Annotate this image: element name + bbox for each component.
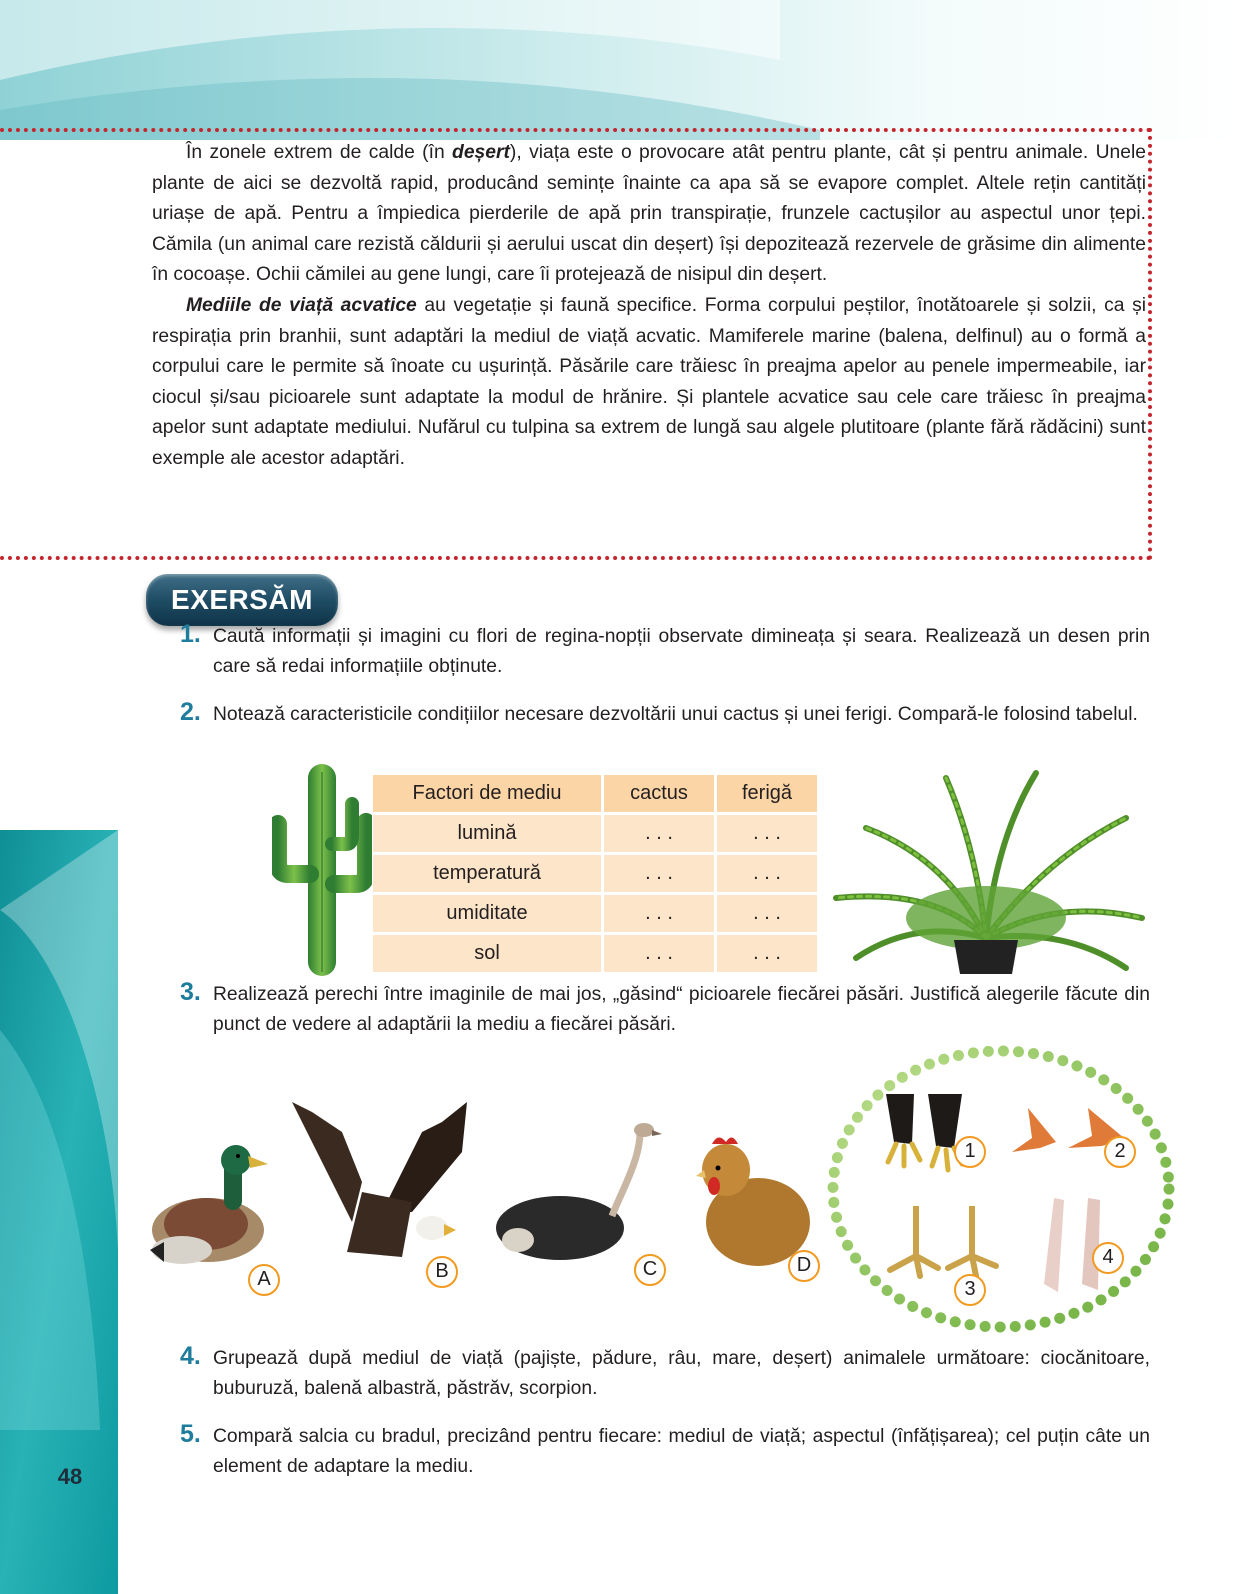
exercise-2 [180, 700, 1150, 730]
table-cell: . . . [717, 815, 817, 852]
table-cell: . . . [717, 935, 817, 972]
hen-feet-icon [880, 1206, 1000, 1282]
feet-label: 2 [1104, 1136, 1136, 1168]
feet-label: 3 [954, 1274, 986, 1306]
paragraph-aquatic: Mediile de viață acvatice au vegetație și faună specifice. Forma corpului peștilor, înotătoarele și solzii, ca și respirația prin branhii, sunt adaptări la mediul de viață acvatic. Mamiferele marine (balena, delfinul) au o formă a corpului care le permite să înoate cu ușurință. Păsările care trăiesc în preajma apelor au penele impermeabile, iar ciocul și/sau picioarele sunt adaptate la modul de hrănire. Și plantele acvatice sau cele care trăiesc în preajma apelor sunt adaptate mediului. Nufărul cu tulpina sa extrem de lungă sau algele plutitoare (plante fără rădăcini) sunt exemple ale acestor adaptări. [152, 294, 1146, 469]
table-row [373, 815, 817, 852]
duck-image [146, 1138, 274, 1272]
exercise-number: 3. [180, 978, 201, 1006]
info-text [152, 138, 1146, 475]
table-cell: . . . [717, 895, 817, 932]
table-cell: temperatură [373, 855, 601, 892]
feet-label: 4 [1092, 1242, 1124, 1274]
table-cell: . . . [604, 815, 714, 852]
exercise-number: 5. [180, 1420, 201, 1448]
table-row [373, 855, 817, 892]
feet-label: 1 [954, 1136, 986, 1168]
hen-image [696, 1130, 816, 1270]
table-header-row [373, 775, 817, 812]
bird-label: C [634, 1254, 666, 1286]
table-cell: . . . [604, 935, 714, 972]
table-cell: . . . [604, 895, 714, 932]
ostrich-image [494, 1120, 664, 1270]
exercise-number: 4. [180, 1342, 201, 1370]
exercise-number: 2. [180, 698, 201, 726]
exercise-text: Compară salcia cu bradul, precizând pentru fiecare: mediul de viață; aspectul (înfățișarea); cel puțin câte un element de adaptare la mediu. [213, 1426, 1150, 1477]
table-row [373, 935, 817, 972]
bird-label: B [426, 1256, 458, 1288]
table-cell: . . . [717, 855, 817, 892]
exercise-1 [180, 622, 1150, 682]
exercise-text: Notează caracteristicile condițiilor necesare dezvoltării unui cactus și unei ferigi. Compară-le folosind tabelul. [213, 704, 1138, 725]
table-cell: lumină [373, 815, 601, 852]
exercise-5 [180, 1422, 1150, 1482]
exercise-text: Grupează după mediul de viață (pajiște, pădure, râu, mare, deșert) animalele următoare: ciocănitoare, buburuză, balenă albastră, păstrăv, scorpion. [213, 1348, 1150, 1399]
bird-label: D [788, 1250, 820, 1282]
eagle-image [292, 1092, 472, 1272]
table-cell: sol [373, 935, 601, 972]
exercise-number: 1. [180, 620, 201, 648]
header-decoration [0, 0, 1240, 140]
fern-image [826, 768, 1146, 976]
table-row [373, 895, 817, 932]
exercise-text: Realizează perechi între imaginile de mai jos, „găsind“ picioarele fiecărei păsări. Justifică alegerile făcute din punct de vedere al adaptării la mediu a fiecărei păsări. [213, 984, 1150, 1035]
table-header-cell: ferigă [717, 775, 817, 812]
table-cell: . . . [604, 855, 714, 892]
exercise-4 [180, 1344, 1150, 1404]
feet-circle [826, 1044, 1176, 1334]
table-header-cell: Factori de mediu [373, 775, 601, 812]
paragraph-desert: În zonele extrem de calde (în deșert), viața este o provocare atât pentru plante, cât și pentru animale. Unele plante de aici se dezvoltă rapid, producând semințe înainte ca apa să se evapore complet. Altele rețin cantități uriașe de apă. Pentru a împiedica pierderile de apă prin transpirație, frunzele cactușilor au aspectul unor țepi. Cămila (un animal care rezistă căldurii și aerului uscat din deșert) își depozitează rezervele de grăsime din alimente în cocoașe. Ochii cămilei au gene lungi, care îi protejează de nisipul din deșert. [152, 142, 1146, 286]
eagle-feet-icon [884, 1094, 964, 1174]
exercise-3 [180, 980, 1150, 1040]
cactus-image [272, 764, 372, 976]
table-cell: umiditate [373, 895, 601, 932]
bird-label: A [248, 1264, 280, 1296]
table-header-cell: cactus [604, 775, 714, 812]
environment-factors-table [370, 772, 820, 975]
exercise-text: Caută informații și imagini cu flori de regina-nopții observate dimineața și seara. Realizează un desen prin care să redai informațiile obținute. [213, 626, 1150, 677]
page-number: 48 [57, 1464, 83, 1489]
section-title-badge: EXERSĂM [146, 574, 338, 626]
